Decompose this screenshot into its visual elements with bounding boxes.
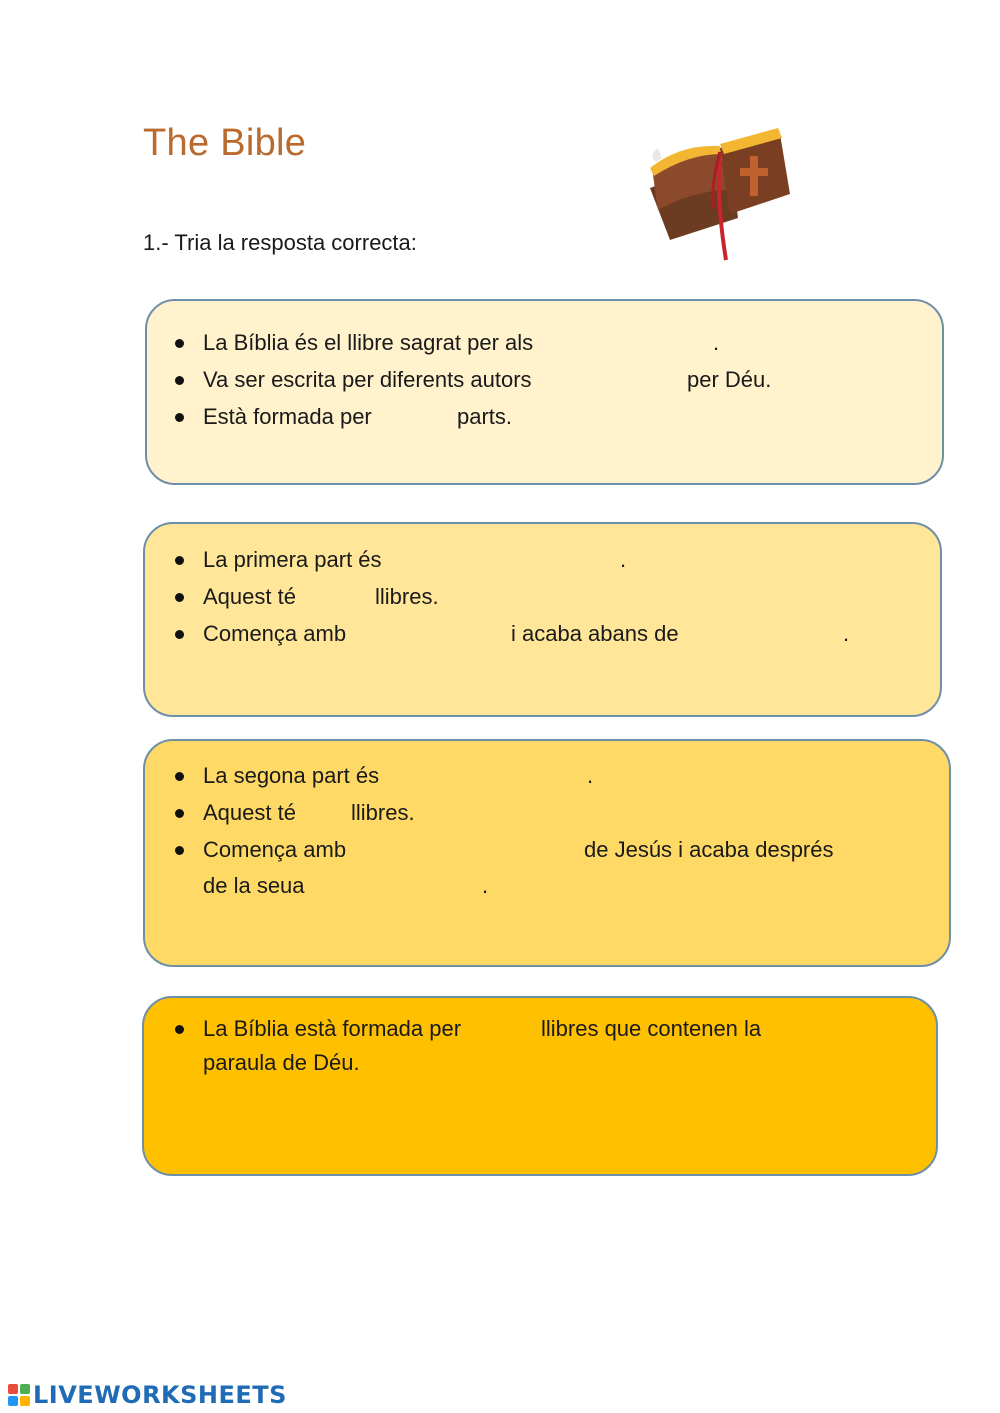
box3-line3-end: de Jesús i acaba després	[584, 837, 834, 862]
bullet	[175, 846, 184, 855]
box3-line1-text: La segona part és	[203, 763, 380, 788]
box2-line2-text: Aquest té	[203, 584, 296, 609]
bullet	[175, 1025, 184, 1034]
box3-line4-end: .	[482, 873, 489, 898]
bullet	[175, 630, 184, 639]
bible-book-icon	[640, 118, 800, 268]
box2-line3-mid: i acaba abans de	[511, 621, 679, 646]
footer-brand	[8, 1380, 287, 1410]
box3-line4-text: de la seua	[203, 873, 305, 898]
box3-line2-text: Aquest té	[203, 800, 296, 825]
bullet	[175, 593, 184, 602]
box4-line1-end: llibres que contenen la	[541, 1016, 762, 1041]
footer-brand-text: LIVEWORKSHEETS	[33, 1381, 287, 1409]
bullet	[175, 556, 184, 565]
box2-line3-end: .	[843, 621, 850, 646]
bullet	[175, 809, 184, 818]
page-title: The Bible	[143, 122, 307, 164]
box2-line1-end: .	[620, 547, 627, 572]
box4-line1-text: La Bíblia està formada per	[203, 1016, 462, 1041]
box2-line2-end: llibres.	[375, 584, 439, 609]
box1-line2-text: Va ser escrita per diferents autors	[203, 367, 532, 392]
box1-line1-text: La Bíblia és el llibre sagrat per als	[203, 330, 534, 355]
bullet	[175, 413, 184, 422]
box1-line3-end: parts.	[457, 404, 513, 429]
bullet	[175, 376, 184, 385]
bullet	[175, 339, 184, 348]
liveworksheets-logo-icon	[8, 1384, 30, 1406]
box3-line3-text: Comença amb	[203, 837, 347, 862]
box3-line1-end: .	[587, 763, 594, 788]
box2-line3-text: Comença amb	[203, 621, 347, 646]
exercise-instruction: 1.- Tria la resposta correcta:	[143, 230, 417, 255]
question-box-1	[145, 299, 944, 485]
box4-line2-text: paraula de Déu.	[203, 1050, 360, 1075]
bullet	[175, 772, 184, 781]
box1-line3-text: Està formada per	[203, 404, 372, 429]
box1-line1-end: .	[713, 330, 720, 355]
box3-line2-end: llibres.	[351, 800, 415, 825]
box2-line1-text: La primera part és	[203, 547, 382, 572]
box1-line2-end: per Déu.	[687, 367, 772, 392]
